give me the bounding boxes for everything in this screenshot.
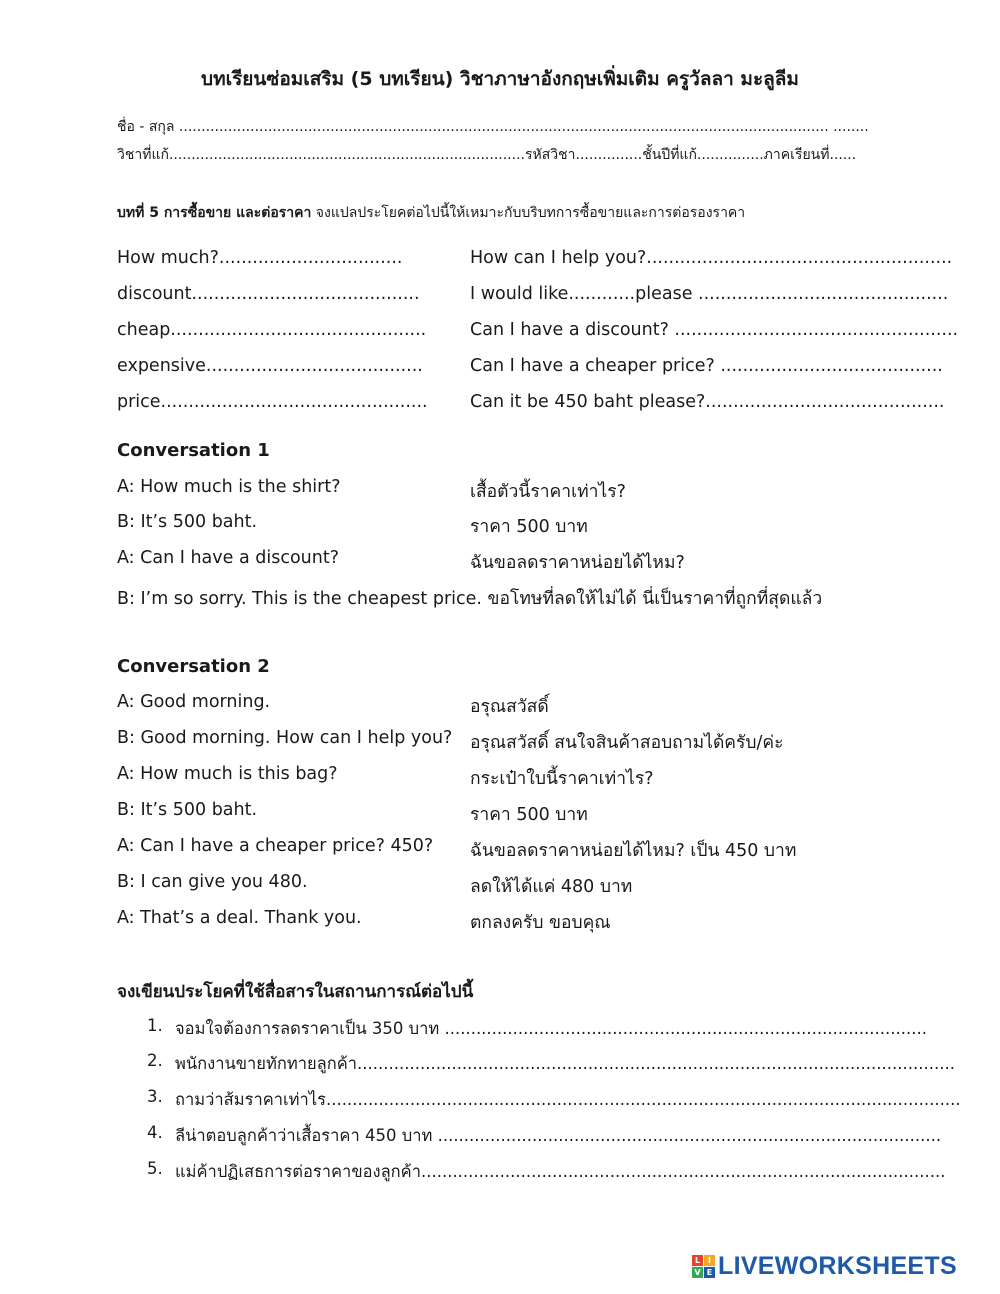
conversation-line-en: B: It’s 500 baht. bbox=[117, 512, 258, 532]
logo-tile-v: V bbox=[692, 1267, 703, 1278]
conversation-line-th: กระเป๋าใบนี้ราคาเท่าไร? bbox=[470, 769, 654, 789]
conversation-line-th: ฉันขอลดราคาหน่อยได้ไหม? เป็น 450 บาท bbox=[470, 841, 797, 861]
conversation-line-en: A: Can I have a cheaper price? 450? bbox=[117, 836, 434, 856]
conversation-line-en: A: Good morning. bbox=[117, 692, 271, 712]
writing-item[interactable]: แม่ค้าปฏิเสธการต่อราคาของลูกค้า.................................................................................................... bbox=[175, 1162, 946, 1181]
writing-item[interactable]: ลีน่าตอบลูกค้าว่าเสื้อราคา 450 บาท ................................................................................................ bbox=[175, 1126, 942, 1145]
phrase-item[interactable]: Can I have a discount? ................................................... bbox=[470, 320, 959, 340]
liveworksheets-logo[interactable] bbox=[692, 1252, 957, 1281]
writing-item[interactable]: ถามว่าส้มราคาเท่าไร......................................................................................................................... bbox=[175, 1090, 961, 1109]
subject-line[interactable]: วิชาที่แก้................................................................................รหัสวิชา...............ชั้นปีที่แก้...............ภาคเรียนที่...... bbox=[117, 147, 857, 163]
writing-item[interactable]: พนักงานขายทักทายลูกค้า.................................................................................................................. bbox=[175, 1054, 955, 1073]
phrase-item[interactable]: Can I have a cheaper price? ........................................ bbox=[470, 356, 943, 376]
phrase-item[interactable]: Can it be 450 baht please?........................................... bbox=[470, 392, 945, 412]
conversation-line-en: A: Can I have a discount? bbox=[117, 548, 339, 568]
conversation-line-en: B: Good morning. How can I help you? bbox=[117, 728, 453, 748]
phrase-item[interactable]: I would like............please ............................................. bbox=[470, 284, 949, 304]
conversation-line-en: A: How much is this bag? bbox=[117, 764, 338, 784]
conversation-line-th: ราคา 500 บาท bbox=[470, 805, 588, 825]
conversation-line-th: ราคา 500 บาท bbox=[470, 517, 588, 537]
conversation-line-en: B: It’s 500 baht. bbox=[117, 800, 258, 820]
conversation-line-th: อรุณสวัสดิ์ bbox=[470, 697, 549, 717]
conversation-line-en: B: I can give you 480. bbox=[117, 872, 308, 892]
conversation-line-en: A: That’s a deal. Thank you. bbox=[117, 908, 362, 928]
conversation-2-heading: Conversation 2 bbox=[117, 656, 270, 677]
logo-tile-l: L bbox=[692, 1255, 703, 1266]
liveworksheets-logo-icon bbox=[692, 1255, 715, 1278]
writing-item-number: 5. bbox=[147, 1159, 163, 1178]
vocab-item[interactable]: cheap.............................................. bbox=[117, 320, 427, 340]
writing-item-number: 2. bbox=[147, 1051, 163, 1070]
writing-item[interactable]: จอมใจต้องการลดราคาเป็น 350 บาท ............................................................................................ bbox=[175, 1019, 927, 1038]
conversation-line-th: ฉันขอลดราคาหน่อยได้ไหม? bbox=[470, 553, 685, 573]
logo-tile-e: E bbox=[704, 1267, 715, 1278]
conversation-line-en: A: How much is the shirt? bbox=[117, 477, 341, 497]
writing-item-number: 1. bbox=[147, 1016, 163, 1035]
vocab-item[interactable]: discount......................................... bbox=[117, 284, 420, 304]
phrase-item[interactable]: How can I help you?....................................................... bbox=[470, 248, 953, 268]
conversation-line-th: ลดให้ได้แค่ 480 บาท bbox=[470, 877, 633, 897]
conversation-line-full: B: I’m so sorry. This is the cheapest price. ขอโทษที่ลดให้ไม่ได้ นี่เป็นราคาที่ถูกที่สุดแล้ว bbox=[117, 589, 823, 609]
vocab-item[interactable]: expensive....................................... bbox=[117, 356, 423, 376]
lesson-instruction-text: จงแปลประโยคต่อไปนี้ให้เหมาะกับบริบทการซื้อขายและการต่อรองราคา bbox=[311, 205, 746, 221]
conversation-1-heading: Conversation 1 bbox=[117, 440, 270, 461]
conversation-line-th: อรุณสวัสดิ์ สนใจสินค้าสอบถามได้ครับ/ค่ะ bbox=[470, 733, 784, 753]
vocab-item[interactable]: How much?................................. bbox=[117, 248, 403, 268]
writing-item-number: 4. bbox=[147, 1123, 163, 1142]
logo-tile-i: I bbox=[704, 1255, 715, 1266]
vocab-item[interactable]: price................................................ bbox=[117, 392, 428, 412]
conversation-line-th: เสื้อตัวนี้ราคาเท่าไร? bbox=[470, 482, 626, 502]
liveworksheets-logo-text: LIVEWORKSHEETS bbox=[718, 1252, 957, 1280]
name-line[interactable]: ชื่อ - สกุล .................................................................................................................................................. ........ bbox=[117, 119, 869, 135]
writing-heading: จงเขียนประโยคที่ใช้สื่อสารในสถานการณ์ต่อไปนี้ bbox=[117, 982, 474, 1002]
lesson-label: บทที่ 5 การซื้อขาย และต่อราคา bbox=[117, 205, 312, 221]
conversation-line-th: ตกลงครับ ขอบคุณ bbox=[470, 913, 611, 933]
writing-item-number: 3. bbox=[147, 1087, 163, 1106]
lesson-instruction bbox=[117, 202, 745, 224]
page-title: บทเรียนซ่อมเสริม (5 บทเรียน) วิชาภาษาอังกฤษเพิ่มเติม ครูวัลลา มะลูลีม bbox=[201, 68, 799, 90]
